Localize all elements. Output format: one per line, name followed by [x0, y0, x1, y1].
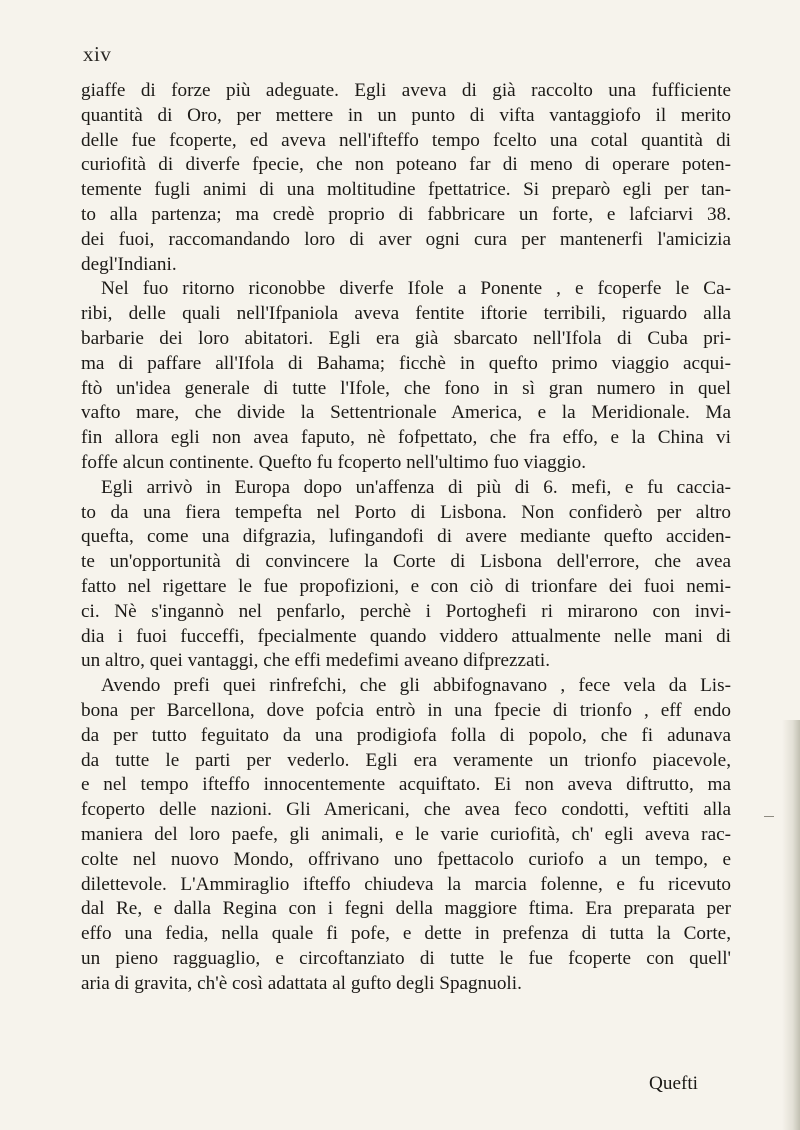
- text-line: un altro, quei vantaggi, che effi medefimi aveano difprezzati.: [81, 650, 551, 672]
- page-number: xiv: [83, 42, 112, 66]
- text-line: to da una fiera tempefta nel Porto di Lisbona. Non confiderò per altro: [81, 501, 731, 523]
- text-line: quantità di Oro, per mettere in un punto di vifta vantaggiofo il merito: [81, 104, 731, 126]
- text-line: to alla partenza; ma credè proprio di fabbricare un forte, e lafciarvi 38.: [81, 203, 731, 225]
- text-line: da per tutto feguitato da una prodigiofa folla di popolo, che fi adunava: [81, 724, 731, 746]
- text-line: te un'opportunità di convincere la Corte di Lisbona dell'errore, che avea: [81, 551, 731, 573]
- text-line: curiofità di diverfe fpecie, che non poteano far di meno di operare poten-: [81, 154, 731, 176]
- text-line: fatto nel rigettare le fue propofizioni, e con ciò di trionfare dei fuoi nemi-: [81, 575, 731, 597]
- text-line: ribi, delle quali nell'Ifpaniola aveva fentite iftorie terribili, riguardo alla: [81, 303, 731, 325]
- text-line: ma di paffare all'Ifola di Bahama; ficchè in quefto primo viaggio acqui-: [81, 352, 731, 374]
- text-line: aria di gravita, ch'è così adattata al gufto degli Spagnuoli.: [81, 972, 522, 994]
- page-edge-shadow: [782, 720, 800, 1130]
- body-text: [81, 79, 731, 996]
- paragraph-start-line: Nel fuo ritorno riconobbe diverfe Ifole a Ponente , e fcoperfe le Ca-: [101, 278, 731, 300]
- text-line: giaffe di forze più adeguate. Egli aveva di già raccolto una fufficiente: [81, 80, 731, 101]
- text-line: fin allora egli non avea faputo, nè fofpettato, che fra effo, e la China vi: [81, 427, 731, 449]
- text-line: ci. Nè s'ingannò nel penfarlo, perchè i Portoghefi ri mirarono con invi-: [81, 600, 731, 622]
- text-line: temente fugli animi di una moltitudine fpettatrice. Si preparò egli per tan-: [81, 179, 731, 201]
- text-line: fcoperto delle nazioni. Gli Americani, che avea feco condotti, veftiti alla: [81, 799, 731, 821]
- text-line: dei fuoi, raccomandando loro di aver ogni cura per mantenerfi l'amicizia: [81, 228, 731, 250]
- catchword: Quefti: [649, 1073, 699, 1094]
- margin-mark: [764, 816, 774, 817]
- paragraph-start-line: Avendo prefi quei rinfrefchi, che gli abbifognavano , fece vela da Lis-: [101, 675, 731, 697]
- text-line: degl'Indiani.: [81, 253, 177, 275]
- text-line: vafto mare, che divide la Settentrionale America, e la Meridionale. Ma: [81, 402, 731, 424]
- text-line: ftò un'idea generale di tutte l'Ifole, che fono in sì gran numero in quel: [81, 377, 731, 399]
- text-line: barbarie dei loro abitatori. Egli era già sbarcato nell'Ifola di Cuba pri-: [81, 327, 731, 349]
- text-line: dal Re, e dalla Regina con i fegni della maggiore ftima. Era preparata per: [81, 898, 731, 920]
- text-line: dilettevole. L'Ammiraglio ifteffo chiudeva la marcia folenne, e fu ricevuto: [81, 873, 731, 895]
- text-line: delle fue fcoperte, ed aveva nell'ifteffo tempo fcelto una cotal quantità di: [81, 129, 731, 151]
- text-line: effo una fedia, nella quale fi pofe, e dette in prefenza di tutta la Corte,: [81, 923, 731, 945]
- text-line: un pieno ragguaglio, e circoftanziato di tutte le fue fcoperte con quell': [81, 947, 731, 969]
- text-line: foffe alcun continente. Quefto fu fcoperto nell'ultimo fuo viaggio.: [81, 451, 587, 473]
- text-line: bona per Barcellona, dove pofcia entrò in una fpecie di trionfo , eff endo: [81, 699, 731, 721]
- text-line: da tutte le parti per vederlo. Egli era veramente un trionfo piacevole,: [81, 749, 731, 771]
- text-line: dia i fuoi fucceffi, fpecialmente quando viddero attualmente nelle mani di: [81, 625, 731, 647]
- text-line: quefta, come una difgrazia, lufingandofi di avere mediante quefto acciden-: [81, 526, 731, 548]
- text-line: colte nel nuovo Mondo, offrivano uno fpettacolo curiofo a un tempo, e: [81, 848, 731, 870]
- text-line: maniera del loro paefe, gli animali, e le varie curiofità, ch' egli aveva rac-: [81, 823, 731, 845]
- paragraph-start-line: Egli arrivò in Europa dopo un'affenza di più di 6. mefi, e fu caccia-: [101, 476, 731, 498]
- text-line: e nel tempo ifteffo innocentemente acquiftato. Ei non aveva diftrutto, ma: [81, 774, 731, 796]
